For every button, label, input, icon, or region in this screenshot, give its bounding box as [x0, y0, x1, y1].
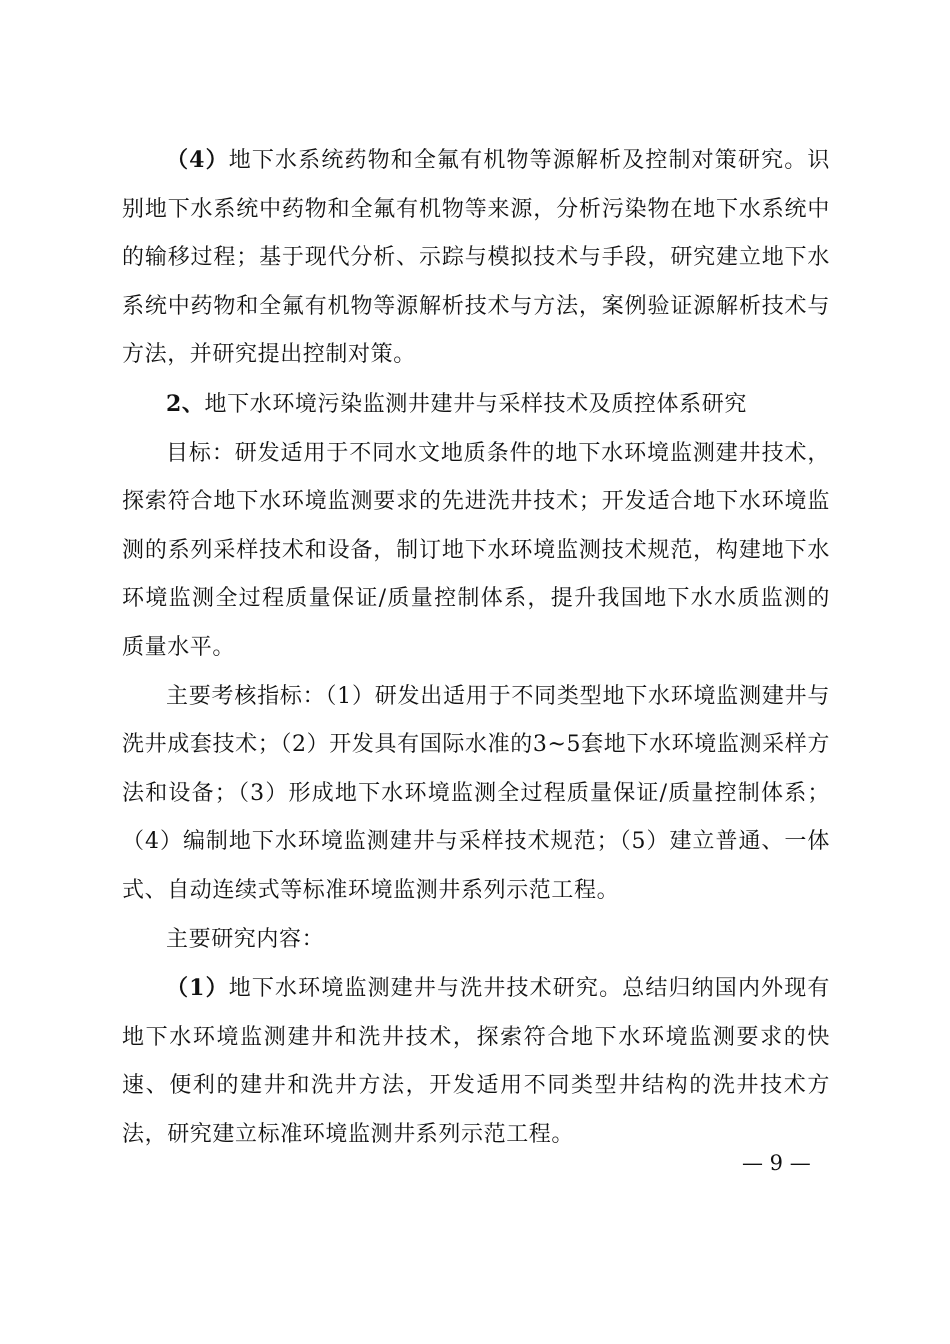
- paragraph-text: 主要研究内容：: [166, 926, 325, 952]
- section-number: 2、: [166, 390, 205, 417]
- paragraph-text: 目标：研发适用于不同水文地质条件的地下水环境监测建井技术，探索符合地下水环境监测要求的先进洗井技术；开发适合地下水环境监测的系列采样技术和设备，制订地下水环境监测技术规范，构建地下水环境监测全过程质量保证/质量控制体系，提升我国地下水水质监测的质量水平。: [122, 440, 830, 660]
- paragraph-item-1-well-construction: [122, 964, 830, 1159]
- page-number: — 9 —: [742, 1151, 811, 1175]
- paragraph-text: 地下水系统药物和全氟有机物等源解析及控制对策研究。识别地下水系统中药物和全氟有机物等来源，分析污染物在地下水系统中的输移过程；基于现代分析、示踪与模拟技术与手段，研究建立地下水系统中药物和全氟有机物等源解析技术与方法，案例验证源解析技术与方法，并研究提出控制对策。: [122, 148, 830, 368]
- section-heading-2: [122, 380, 830, 430]
- paragraph-text: 地下水环境监测建井与洗井技术研究。总结归纳国内外现有地下水环境监测建井和洗井技术，探索符合地下水环境监测要求的快速、便利的建井和洗井方法，开发适用不同类型井结构的洗井技术方法，研究建立标准环境监测井系列示范工程。: [122, 976, 830, 1147]
- item-number: （4）: [166, 147, 229, 173]
- paragraph-main-research-content: [122, 916, 830, 965]
- paragraph-text: 主要考核指标：（1）研发出适用于不同类型地下水环境监测建井与洗井成套技术；（2）开发具有国际水准的3~5套地下水环境监测采样方法和设备；（3）形成地下水环境监测全过程质量保证/质量控制体系；（4）编制地下水环境监测建井与采样技术规范；（5）建立普通、一体式、自动连续式等标准环境监测井系列示范工程。: [122, 683, 830, 903]
- paragraph-assessment-indicators: [122, 673, 830, 916]
- section-title: 地下水环境污染监测井建井与采样技术及质控体系研究: [204, 391, 747, 417]
- item-number: （1）: [166, 975, 229, 1002]
- paragraph-item-4-pharma-pfas: [122, 136, 830, 380]
- document-body: [122, 136, 830, 1159]
- paragraph-objective: [122, 430, 830, 673]
